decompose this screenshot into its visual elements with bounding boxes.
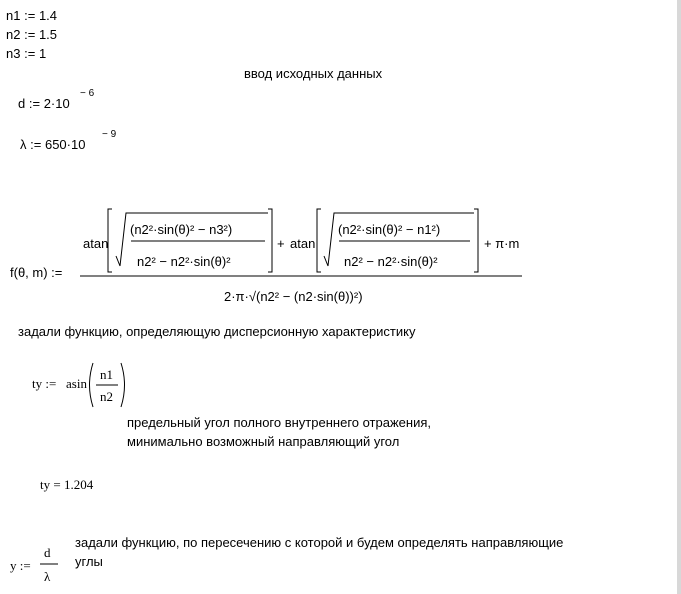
- left-bracket-1: [108, 209, 112, 272]
- n2-name: n2: [6, 27, 21, 42]
- y-denominator: λ: [44, 569, 51, 584]
- atan-label-2: atan: [290, 236, 316, 251]
- n1-name: n1: [6, 8, 21, 23]
- term1-denominator: n2² − n2²·sin(θ)²: [137, 254, 231, 269]
- n3-name: n3: [6, 46, 21, 61]
- assign-op: :=: [24, 46, 36, 61]
- intersection-comment-line1: задали функцию, по пересечению с которой и будем определять направляющие: [75, 535, 564, 550]
- lambda-name: λ: [20, 137, 27, 152]
- f-denominator: 2·π·√(n2² − (n2·sin(θ))²): [224, 289, 363, 304]
- ty-denominator: n2: [100, 389, 113, 404]
- lambda-mantissa: 650·10: [44, 137, 86, 152]
- assign-op: :=: [30, 137, 42, 152]
- ty-numerator: n1: [100, 367, 113, 382]
- d-mantissa: 2·10: [43, 96, 70, 111]
- pi-m-term: + π·m: [484, 236, 520, 251]
- atan-label-1: atan: [83, 236, 109, 251]
- ty-lhs[interactable]: ty :=: [32, 376, 57, 391]
- assign-op: :=: [28, 96, 41, 111]
- plus-sign: +: [277, 236, 285, 251]
- n2-value: 1.5: [38, 27, 58, 42]
- d-exponent: − 6: [80, 88, 95, 99]
- input-data-comment: ввод исходных данных: [244, 66, 383, 81]
- y-fraction: [40, 563, 60, 566]
- right-bracket-1: [268, 209, 272, 272]
- right-bracket-2: [474, 209, 478, 272]
- asin-func: asin: [66, 376, 87, 391]
- f-lhs: f(θ, m) :=: [10, 265, 63, 280]
- n1-value: 1.4: [38, 8, 58, 23]
- ty-result[interactable]: ty = 1.204: [40, 477, 94, 492]
- y-numerator: d: [44, 545, 51, 560]
- d-name: d: [18, 96, 26, 111]
- intersection-comment-line2: углы: [75, 554, 103, 569]
- left-paren: [90, 363, 94, 407]
- left-bracket-2: [317, 209, 321, 272]
- term2-numerator: (n2²·sin(θ)² − n1²): [338, 222, 441, 237]
- right-edge-border: [677, 0, 681, 594]
- lambda-exponent: − 9: [102, 129, 117, 140]
- assign-op: :=: [24, 27, 36, 42]
- y-lhs[interactable]: y :=: [10, 558, 31, 573]
- assign-op: :=: [24, 8, 36, 23]
- right-paren: [121, 363, 125, 407]
- tir-comment-line2: минимально возможный направляющий угол: [127, 434, 400, 449]
- term2-denominator: n2² − n2²·sin(θ)²: [344, 254, 438, 269]
- dispersion-comment: задали функцию, определяющую дисперсионную характеристику: [18, 324, 416, 339]
- tir-comment-line1: предельный угол полного внутреннего отражения,: [127, 415, 431, 430]
- n3-value: 1: [38, 46, 47, 61]
- term1-numerator: (n2²·sin(θ)² − n3²): [130, 222, 233, 237]
